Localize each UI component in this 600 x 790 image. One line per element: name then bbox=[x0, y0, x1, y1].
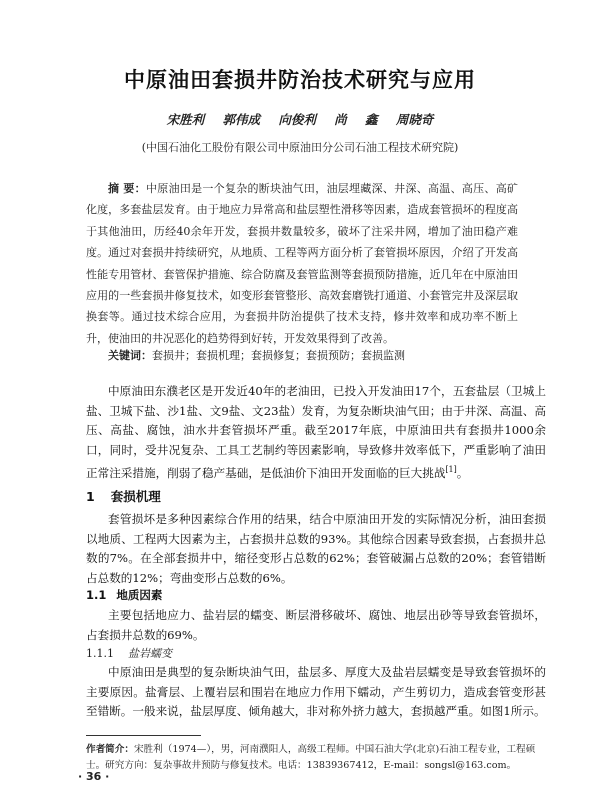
section-heading-1-1-1 bbox=[86, 645, 172, 661]
section-heading-1-1 bbox=[86, 587, 162, 603]
subsubsection-number: 1.1.1 bbox=[86, 647, 114, 660]
author-footnote bbox=[86, 742, 548, 774]
footnote-label: 作者简介： bbox=[86, 744, 134, 755]
page-number: · 36 · bbox=[78, 770, 110, 783]
abstract-text: 中原油田是一个复杂的断块油气田，油层埋藏深、井深、高温、高压、高矿化度，多套盐层发育。由于地应力异常高和盐层塑性滑移等因素，造成套管损坏的程度高于其他油田，历经40余年开发，套损井数量较多，破坏了注采井网，增加了油田稳产难度。通过对套损井持续研究，从地质、工程等两方面分析了套管损坏原因，介绍了开发高性能专用管材、套管保护措施、综合防腐及套管监测等套损预防措施，近几年在中原油田应用的一些套损井修复技术，如变形套管整形、高效套磨铣打通道、小套管完井及深层取换套等。通过技术综合应用，为套损井防治提供了技术支持，修井效率和成功率不断上升，使油田的井况恶化的趋势得到好转，开发效果得到了改善。 bbox=[86, 182, 518, 345]
section-number: 1 bbox=[86, 489, 95, 504]
keywords-text: 套损井；套损机理；套损修复；套损预防；套损监测 bbox=[152, 349, 405, 362]
section1-paragraph: 套管损坏是多种因素综合作用的结果，结合中原油田开发的实际情况分析，油田套损以地质、工程两大因素为主，占套损井总数的93%。其他综合因素导致套损，占套损井总数的7%。在全部套损井中，缩径变形占总数的62%；套管破漏占总数的20%；套管错断占总数的12%；弯曲变形占总数的6%。 bbox=[86, 512, 546, 585]
citation-ref: [1] bbox=[445, 465, 457, 475]
paper-title: 中原油田套损井防治技术研究与应用 bbox=[124, 68, 476, 92]
subsection-number: 1.1 bbox=[86, 588, 107, 602]
footnote-rule bbox=[86, 735, 201, 736]
section-heading-1 bbox=[86, 487, 161, 505]
affiliation: (中国石油化工股份有限公司中原油田分公司石油工程技术研究院) bbox=[141, 141, 459, 154]
footnote-text: 宋胜利（1974—），男，河南濮阳人，高级工程师。中国石油大学(北京)石油工程专业，工程硕士。研究方向：复杂事故井预防与修复技术。电话：13839367412，E-mail：songsl@163.com。 bbox=[86, 744, 536, 771]
section1-1-1-paragraph: 中原油田是典型的复杂断块油气田，盐层多、厚度大及盐岩层蠕变是导致套管损坏的主要原因。盐膏层、上覆岩层和围岩在地应力作用下蠕动，产生剪切力，造成套管变形甚至错断。一般来说，盐层厚度、倾角越大，非对称外挤力越大，套损越严重。如图1所示。 bbox=[86, 665, 546, 719]
subsubsection-title: 盐岩蠕变 bbox=[128, 647, 172, 660]
intro-paragraph bbox=[86, 382, 546, 484]
keywords bbox=[108, 347, 518, 363]
intro-text: 中原油田东濮老区是开发近40年的老油田，已投入开发油田17个，五套盐层（卫城上盐、卫城下盐、沙1盐、文9盐、文23盐）发育，为复杂断块油气田；由于井深、高温、高压、高盐、腐蚀，油水井套管损坏严重。截至2017年底，中原油田共有套损井1000余口，同时，受井况复杂、工具工艺制约等因素影响，导致修井效率低下，严重影响了油田正常注采措施，削弱了稳产基础，是低油价下油田开发面临的巨大挑战 bbox=[86, 384, 546, 481]
abstract bbox=[86, 178, 518, 349]
intro-end: 。 bbox=[456, 466, 469, 481]
keywords-label: 关键词： bbox=[108, 349, 152, 362]
section1-1-paragraph: 主要包括地应力、盐岩层的蠕变、断层滑移破坏、腐蚀、地层出砂等导致套管损坏，占套损井总数的69%。 bbox=[86, 608, 546, 642]
abstract-label: 摘 要： bbox=[108, 182, 146, 195]
subsection-title: 地质因素 bbox=[116, 588, 163, 602]
author-list: 宋胜利 郭伟成 向俊利 尚 鑫 周晓奇 bbox=[166, 112, 434, 127]
section-title: 套损机理 bbox=[110, 489, 161, 504]
